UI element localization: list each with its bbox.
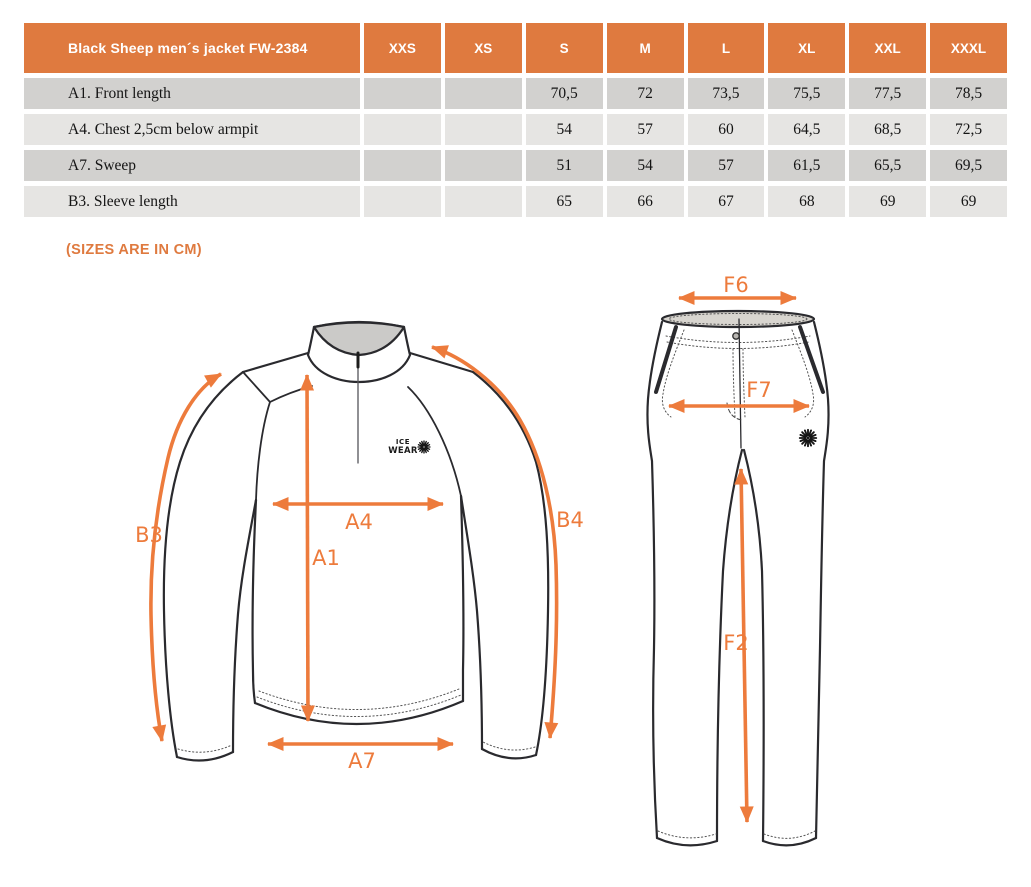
size-value: 57	[607, 114, 684, 145]
size-column-header-xl: XL	[768, 23, 845, 73]
size-value: 54	[607, 150, 684, 181]
jacket-right-cuff	[482, 749, 536, 758]
label-f2: F2	[723, 631, 749, 655]
pants-right-hem-stitch	[764, 831, 815, 838]
pants-right-pocket-trim	[800, 327, 823, 392]
size-value: 70,5	[526, 78, 603, 109]
size-column-header-xxl: XXL	[849, 23, 926, 73]
jacket-body-left	[253, 500, 256, 703]
label-f6: F6	[723, 273, 749, 297]
size-value: 54	[526, 114, 603, 145]
pants-right-outline	[814, 322, 829, 838]
label-b3: B3	[135, 523, 163, 547]
size-column-header-l: L	[688, 23, 765, 73]
size-column-header-s: S	[526, 23, 603, 73]
row-label-chest: A4. Chest 2,5cm below armpit	[24, 114, 360, 145]
units-note: (SIZES ARE IN CM)	[66, 242, 202, 258]
row-label-sweep: A7. Sweep	[24, 150, 360, 181]
size-value: 77,5	[849, 78, 926, 109]
jacket-left-shoulder-seam	[243, 353, 308, 372]
size-value: 57	[688, 150, 765, 181]
jacket-logo-text-ice: ICE	[395, 438, 411, 446]
size-value: 61,5	[768, 150, 845, 181]
size-value: 69	[849, 186, 926, 217]
jacket-right-cuff-stitch	[483, 742, 535, 750]
pants-left-pocket-stitch	[662, 330, 684, 417]
jacket-right-raglan-seam	[408, 387, 461, 496]
arrow-b3-sleeve	[151, 374, 221, 741]
jacket-left-shoulder-panel	[243, 372, 312, 402]
pants-drawing	[647, 311, 828, 845]
table-title: Black Sheep men´s jacket FW-2384	[24, 23, 360, 73]
jacket-left-raglan-seam	[256, 402, 270, 500]
label-b4: B4	[556, 508, 584, 532]
size-column-header-xs: XS	[445, 23, 522, 73]
size-value: 68	[768, 186, 845, 217]
size-value: 72,5	[930, 114, 1007, 145]
jacket-hem	[255, 701, 463, 724]
label-a1: A1	[312, 546, 340, 570]
size-value: 68,5	[849, 114, 926, 145]
arrow-a1-front-length	[307, 375, 308, 721]
size-value: 60	[688, 114, 765, 145]
label-f7: F7	[746, 378, 772, 402]
size-value: 78,5	[930, 78, 1007, 109]
pants-logo-snowflake-icon	[800, 430, 817, 447]
jacket-logo-text-wear: WEAR	[388, 446, 418, 456]
size-value: 51	[526, 150, 603, 181]
size-value: 69,5	[930, 150, 1007, 181]
row-label-sleeve-length: B3. Sleeve length	[24, 186, 360, 217]
size-value: 73,5	[688, 78, 765, 109]
size-value: 64,5	[768, 114, 845, 145]
jacket-right-sleeve-outer	[473, 372, 548, 755]
pants-left-hem	[657, 838, 717, 845]
size-value: 75,5	[768, 78, 845, 109]
jacket-body-right	[461, 496, 463, 701]
size-value: 66	[607, 186, 684, 217]
size-value: 67	[688, 186, 765, 217]
jacket-left-cuff-stitch	[178, 745, 232, 752]
pants-left-hem-stitch	[658, 831, 716, 838]
size-value: 65,5	[849, 150, 926, 181]
jacket-drawing	[164, 322, 548, 761]
label-a7: A7	[348, 749, 376, 773]
pants-waist-button	[733, 333, 739, 339]
row-label-front-length: A1. Front length	[24, 78, 360, 109]
jacket-left-cuff	[177, 752, 233, 761]
size-column-header-xxxl: XXXL	[930, 23, 1007, 73]
label-a4: A4	[345, 510, 373, 534]
arrow-b4-sleeve	[432, 347, 557, 738]
size-value: 65	[526, 186, 603, 217]
size-column-header-xxs: XXS	[364, 23, 441, 73]
pants-left-outline	[647, 322, 662, 838]
pants-right-hem	[763, 838, 816, 845]
size-column-header-m: M	[607, 23, 684, 73]
size-value: 72	[607, 78, 684, 109]
size-value: 69	[930, 186, 1007, 217]
jacket-logo-snowflake-icon	[418, 441, 430, 453]
pants-center-front-seam	[739, 319, 741, 448]
